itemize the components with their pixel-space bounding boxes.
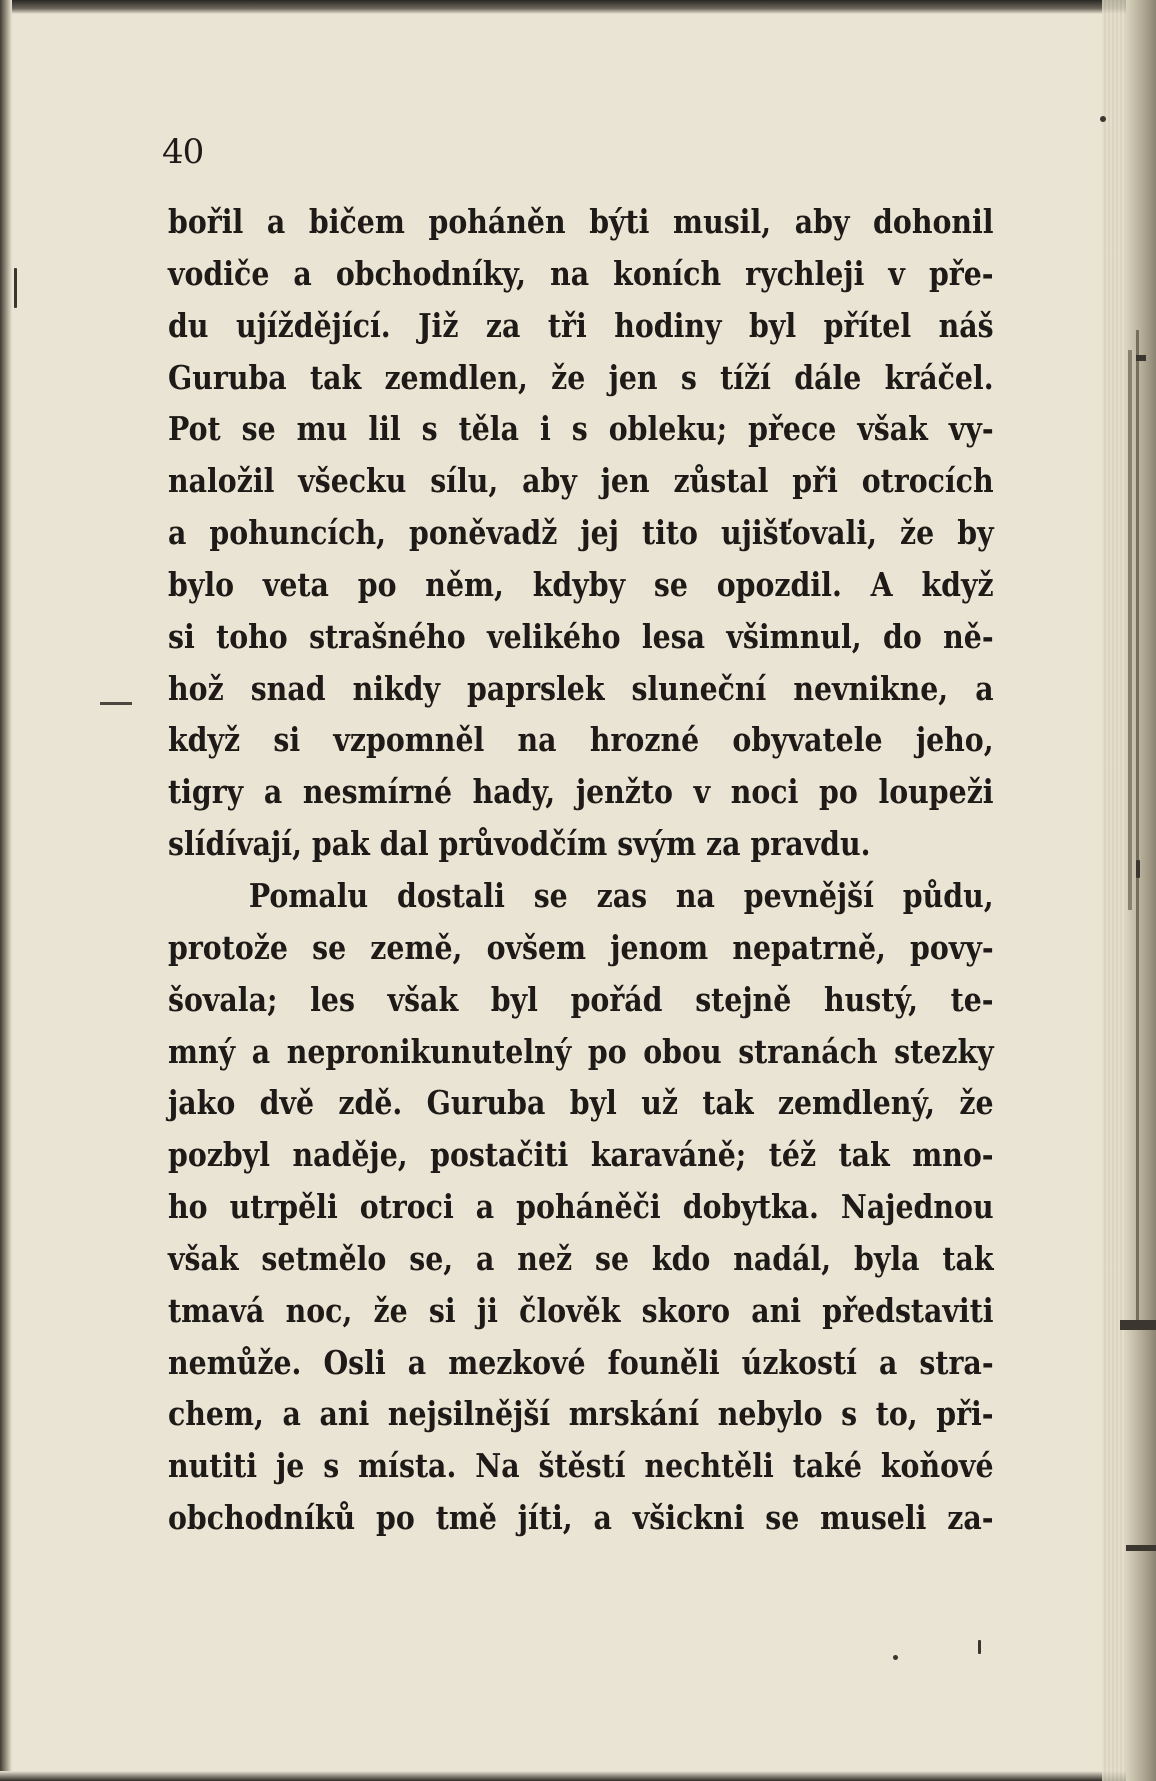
text-line: du ujíždějící. Již za tři hodiny byl přítel náš — [168, 305, 994, 345]
ink-speck — [1136, 860, 1140, 878]
text-line: si toho strašného velikého lesa všimnul, do ně- — [168, 616, 994, 656]
text-line: šovala; les však byl pořád stejně hustý, te- — [168, 979, 994, 1019]
ink-speck — [1100, 116, 1106, 122]
text-line: Pomalu dostali se zas na pevnější půdu, — [248, 875, 994, 915]
ink-speck — [893, 1655, 898, 1660]
text-line: bylo veta po něm, kdyby se opozdil. A když — [168, 564, 994, 604]
text-line: nutiti je s místa. Na štěstí nechtěli také koňové — [168, 1446, 994, 1486]
text-line: protože se země, ovšem jenom nepatrně, povy- — [168, 927, 994, 967]
ink-speck — [14, 268, 17, 308]
text-line: Guruba tak zemdlen, že jen s tíží dále kráčel. — [168, 357, 994, 397]
edge-mark — [1128, 350, 1132, 910]
text-line: ho utrpěli otroci a poháněči dobytka. Najednou — [168, 1187, 994, 1227]
text-line: mný a nepronikunutelný po obou stranách stezky — [168, 1031, 994, 1071]
text-line: nemůže. Osli a mezkové founěli úzkostí a stra- — [168, 1342, 994, 1382]
scan-top-shadow — [0, 0, 1156, 14]
text-line: obchodníků po tmě jíti, a všickni se museli za- — [168, 1498, 994, 1538]
edge-mark — [1136, 355, 1146, 361]
text-line: naložil všecku sílu, aby jen zůstal při otrocích — [168, 461, 994, 501]
margin-dash-mark — [100, 702, 132, 705]
text-line: hož snad nikdy paprslek sluneční nevnikne, a — [168, 668, 994, 708]
text-line: bořil a bičem poháněn býti musil, aby dohonil — [168, 202, 994, 241]
edge-mark — [1120, 1320, 1156, 1330]
text-line: když si vzpomněl na hrozné obyvatele jeho, — [168, 720, 994, 760]
scan-bottom-shadow — [0, 1771, 1156, 1781]
text-line: tmavá noc, že si ji člověk skoro ani představiti — [168, 1290, 994, 1330]
page-edges — [1102, 0, 1126, 1781]
ink-speck — [978, 1640, 981, 1654]
text-line: vodiče a obchodníky, na koních rychleji v pře- — [168, 253, 994, 293]
scan-left-shadow — [0, 0, 12, 1781]
text-line: tigry a nesmírné hady, jenžto v noci po loupeži — [168, 772, 994, 812]
body-text — [168, 196, 994, 1544]
text-line: jako dvě zdě. Guruba byl už tak zemdlený, že — [168, 1083, 994, 1123]
text-line: chem, a ani nejsilnější mrskání nebylo s to, při- — [168, 1394, 994, 1434]
text-line: slídívají, pak dal průvodčím svým za pravdu. — [168, 824, 871, 864]
edge-mark — [1126, 1545, 1156, 1551]
text-line: však setmělo se, a než se kdo nadál, byla tak — [168, 1238, 994, 1278]
edge-mark — [1136, 330, 1139, 1330]
text-line: Pot se mu lil s těla i s obleku; přece však vy- — [168, 409, 994, 449]
page-number: 40 — [162, 132, 204, 172]
text-line: pozbyl naděje, postačiti karaváně; též tak mno- — [168, 1135, 994, 1175]
text-line: a pohuncích, poněvadž jej tito ujišťovali, že by — [168, 513, 994, 553]
